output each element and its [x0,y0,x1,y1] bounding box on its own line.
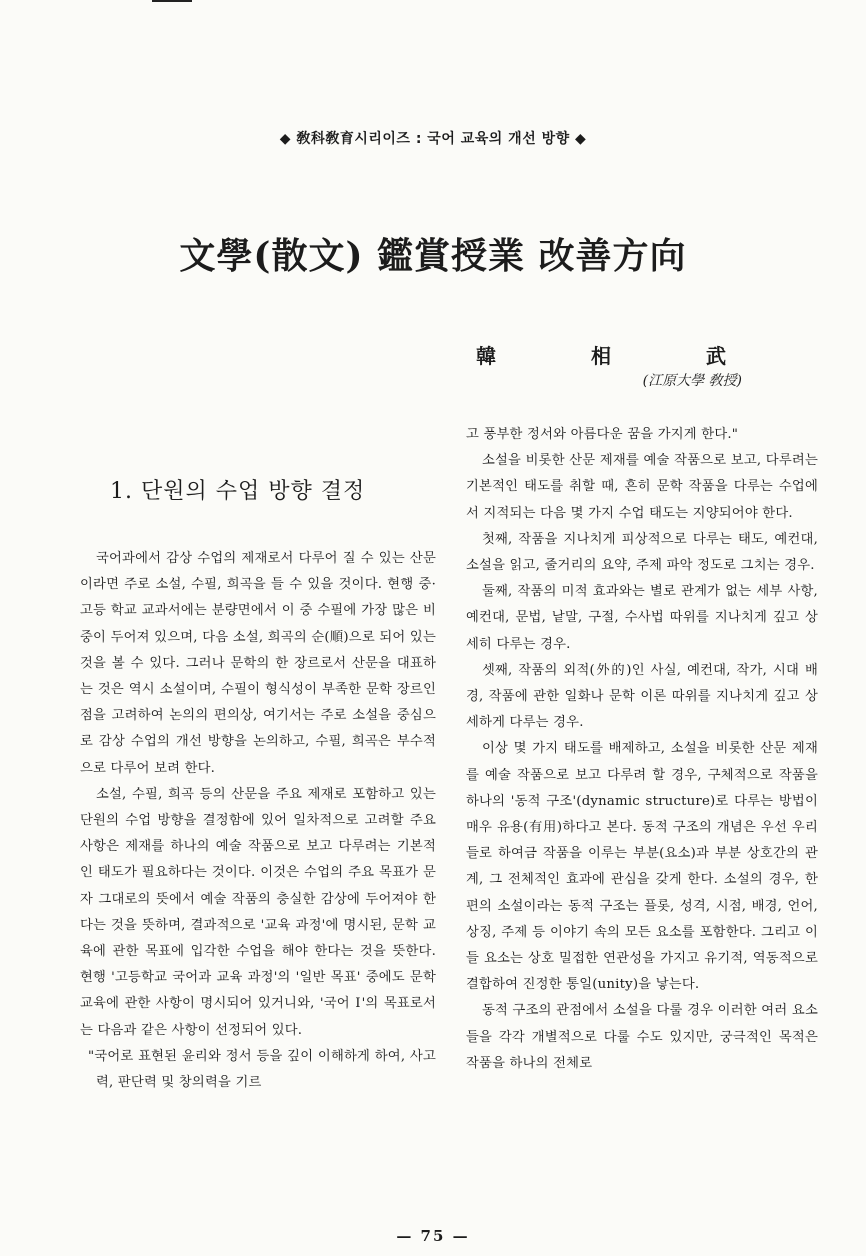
article-title: 文學(散文) 鑑賞授業 改善方向 [179,235,687,277]
paragraph: 소설, 수필, 희곡 등의 산문을 주요 제재로 포함하고 있는 단원의 수업 방향을 결정함에 있어 일차적으로 고려할 주요 사항은 제재를 하나의 예술 작품으로 보고 다루려는 기본적인 태도가 필요하다는 것이다. 이것은 수업의 주요 목표가 문자 그대로의 뜻에서 예술 작품의 충실한 감상에 두어져야 한다는 것을 뜻하며, 결과적으로 '교육 과정'에 명시된, 문학 교육에 관한 목표에 입각한 수업을 해야 한다는 것을 뜻한다. 현행 '고등학교 국어과 교육 과정'의 '일반 목표' 중에도 문학 교육에 관한 사항이 명시되어 있거니와, '국어 Ⅰ'의 목표로서는 다음과 같은 사항이 선정되어 있다. [80,786,436,1038]
author-affiliation: (江原大學 敎授) [642,373,742,389]
paragraph: 소설을 비롯한 산문 제재를 예술 작품으로 보고, 다루려는 기본적인 태도를 취할 때, 흔히 문학 작품을 다루는 수업에서 지적되는 다음 몇 가지 수업 태도는 지양되어야 한다. [466,453,818,521]
page-number: — 75 — [396,1227,470,1245]
author-name: 韓 相 武 [476,344,770,368]
paragraph: 동적 구조의 관점에서 소설을 다룰 경우 이러한 여러 요소들을 각각 개별적으로 다룰 수도 있지만, 궁극적인 목적은 작품을 하나의 전체로 [466,1003,818,1071]
section-heading: 1. 단원의 수업 방향 결정 [110,479,366,504]
paragraph: 둘째, 작품의 미적 효과와는 별로 관계가 없는 세부 사항, 예컨대, 문법, 낱말, 구절, 수사법 따위를 지나치게 깊고 상세히 다루는 경우. [466,584,818,652]
top-rule [152,0,192,2]
series-header: ◆ 敎科敎育시리이즈 : 국어 교육의 개선 방향 ◆ [279,131,587,147]
paragraph: 국어과에서 감상 수업의 제재로서 다루어 질 수 있는 산문이라면 주로 소설, 수필, 희곡을 들 수 있을 것이다. 현행 중·고등 학교 교과서에는 분량면에서 이 중 수필에 가장 많은 비중이 두어져 있으며, 다음 소설, 희곡의 순(順)으로 되어 있는 것을 볼 수 있다. 그러나 문학의 한 장르로서 산문을 대표하는 것은 역시 소설이며, 수필이 형식성이 부족한 문학 장르인 점을 고려하여 논의의 편의상, 여기서는 주로 소설을 중심으로 감상 수업의 개선 방향을 논의하고, 수필, 희곡은 부수적으로 다루어 보려 한다. [80,551,436,776]
right-column [466,422,818,1077]
paragraph: 이상 몇 가지 태도를 배제하고, 소설을 비롯한 산문 제재를 예술 작품으로 보고 다루려 할 경우, 구체적으로 작품을 하나의 '동적 구조'(dynamic structure)로 다루는 방법이 매우 유용(有用)하다고 본다. 동적 구조의 개념은 우선 우리들로 하여금 작품을 이루는 부분(요소)과 부분 상호간의 관계, 그 전체적인 효과에 관심을 갖게 한다. 소설의 경우, 한편의 소설이라는 동적 구조는 플롯, 성격, 시점, 배경, 언어, 상징, 주제 등 이야기 속의 모든 요소를 포함한다. 그리고 이들 요소는 상호 밀접한 연관성을 가지고 유기적, 역동적으로 결합하여 진정한 통일(unity)을 낳는다. [466,741,818,993]
paragraph: 첫째, 작품을 지나치게 피상적으로 다루는 태도, 예컨대, 소설을 읽고, 줄거리의 요약, 주제 파악 정도로 그치는 경우. [466,531,818,574]
quote-paragraph: "국어로 표현된 윤리와 정서 등을 깊이 이해하게 하여, 사고력, 판단력 및 창의력을 기르 [87,1048,436,1091]
paragraph: 고 풍부한 정서와 아름다운 꿈을 가지게 한다." [466,427,739,442]
paragraph: 셋째, 작품의 외적(外的)인 사실, 예컨대, 작가, 시대 배경, 작품에 관한 일화나 문학 이론 따위를 지나치게 깊고 상세하게 다루는 경우. [466,662,818,731]
left-column [80,546,436,1096]
